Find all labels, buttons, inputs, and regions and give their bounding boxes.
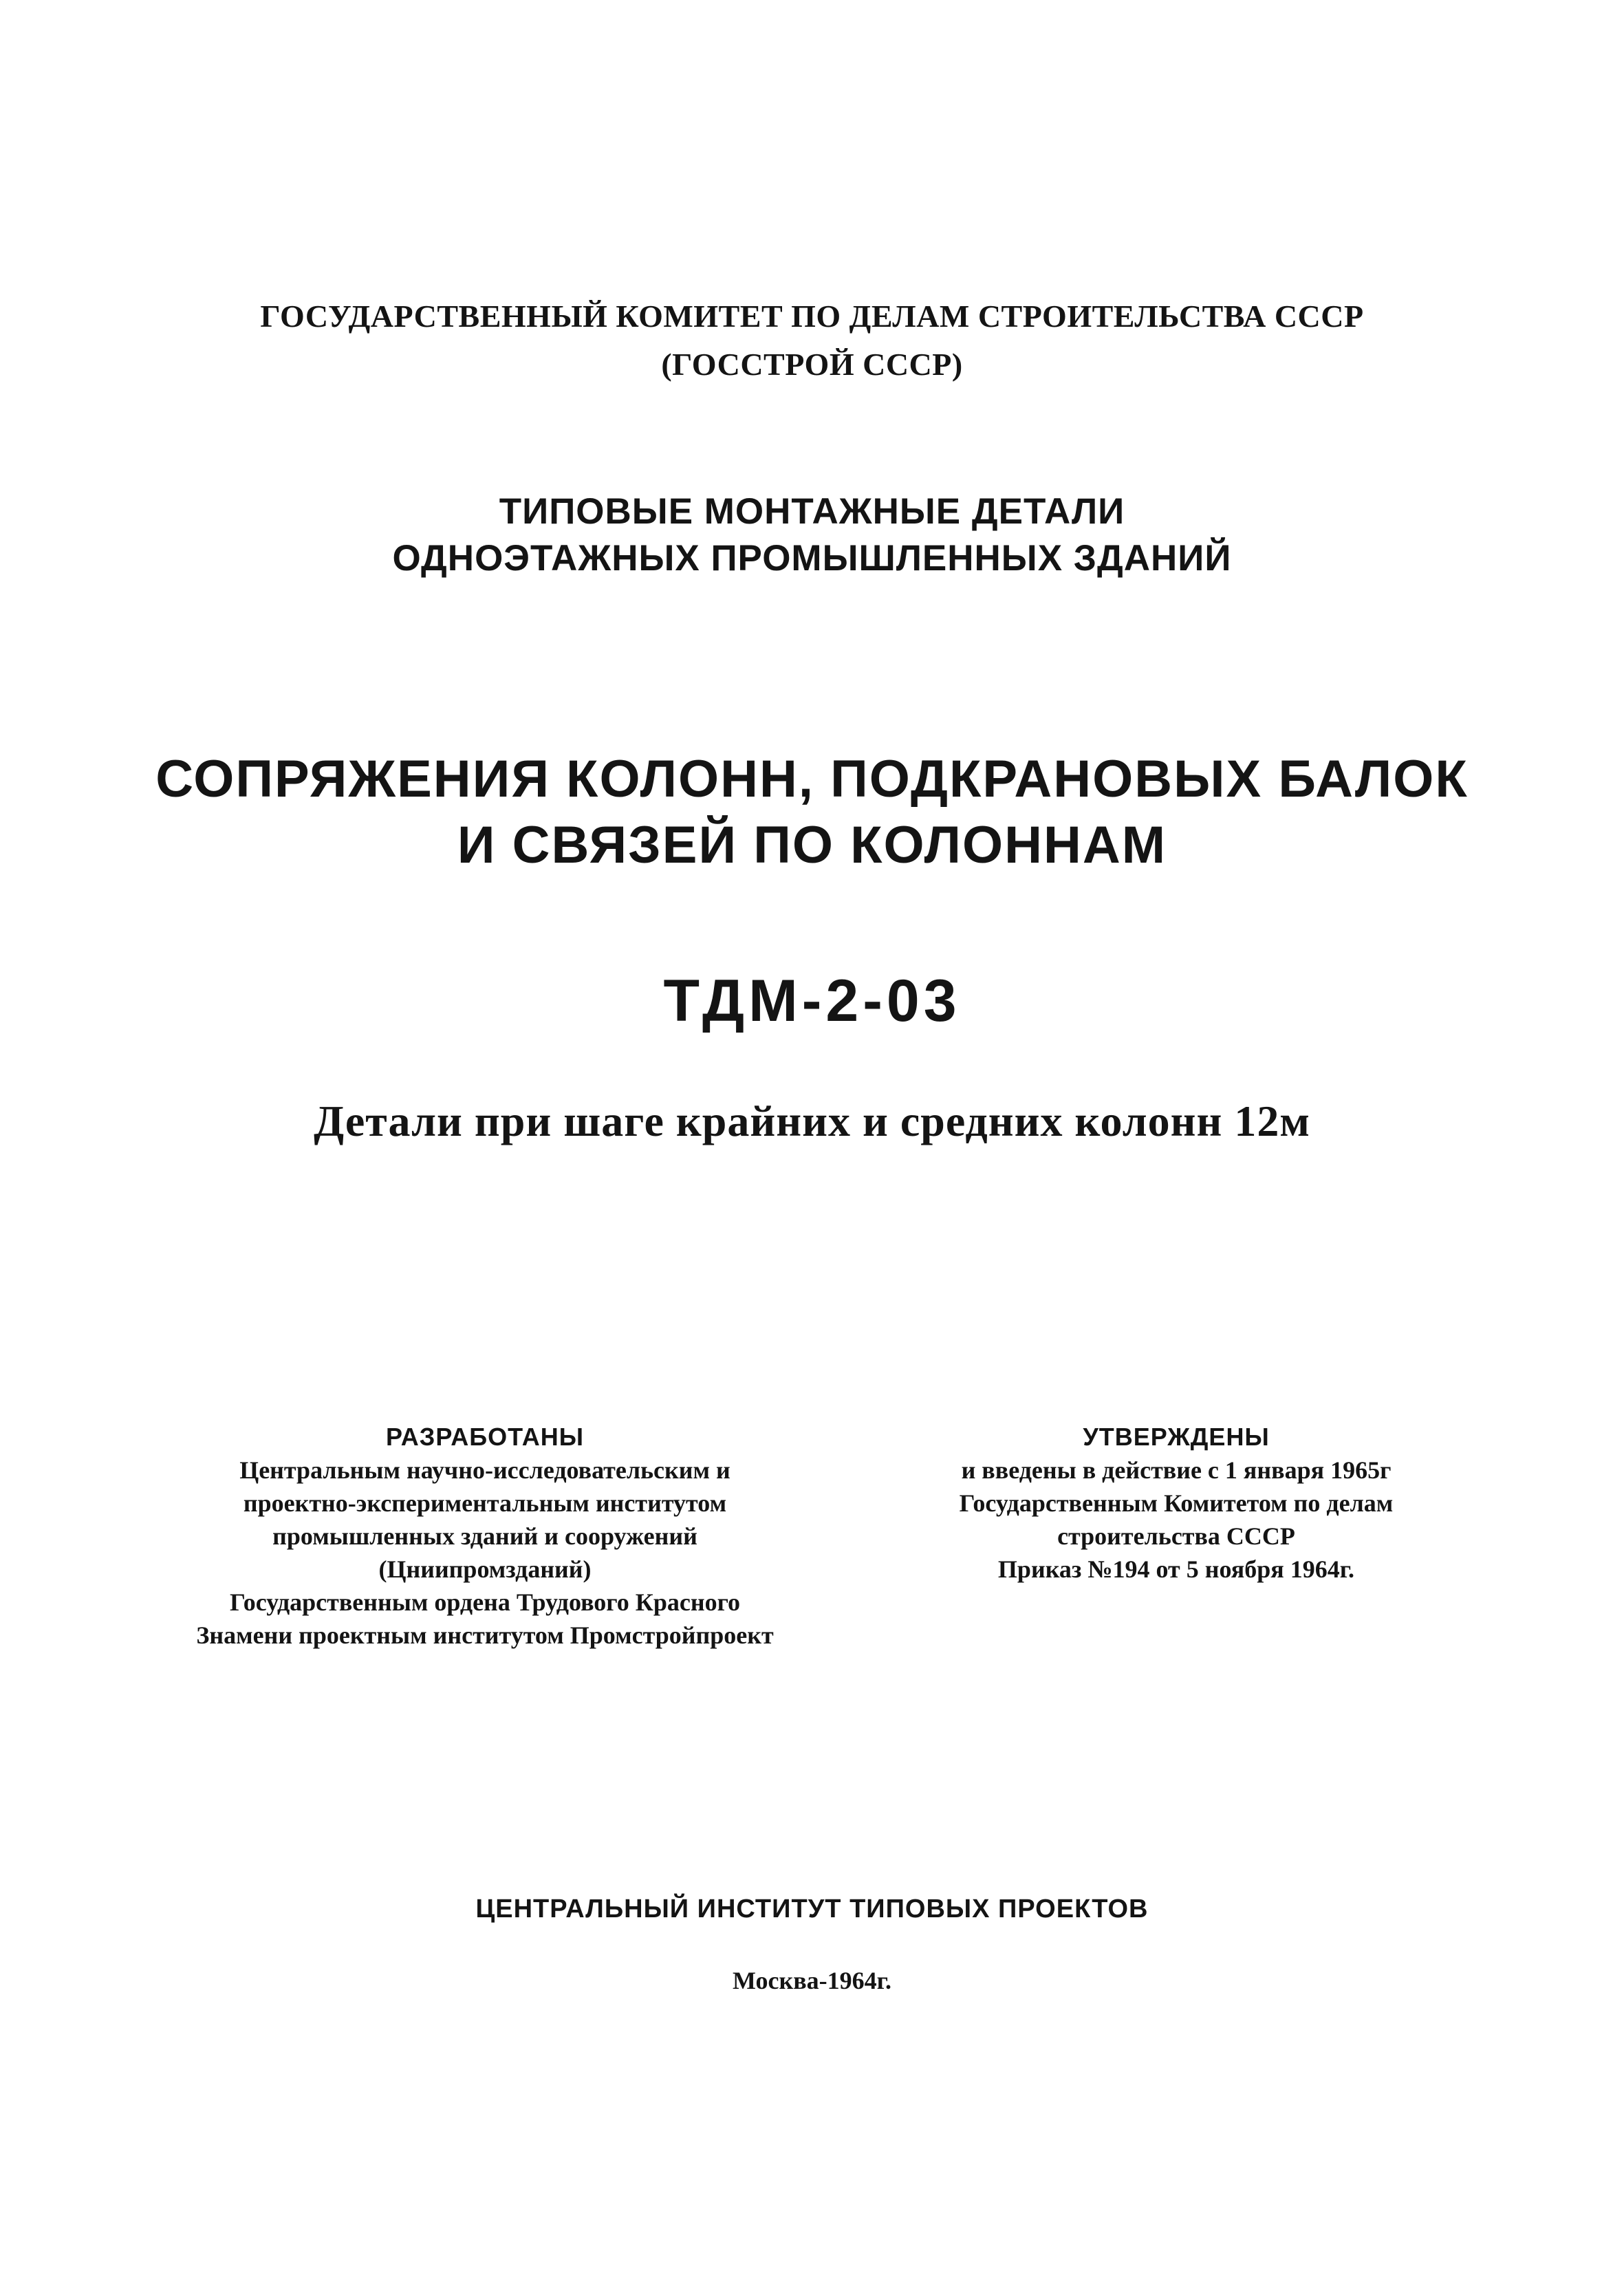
developed-by-line: (Цниипромзданий) (378, 1555, 592, 1583)
document-subtitle: Детали при шаге крайних и средних колонн 12м (314, 1097, 1310, 1145)
document-title (0, 746, 1624, 878)
developed-by-line: проектно-экспериментальным институтом (243, 1489, 727, 1517)
approved-heading: УТВЕРЖДЕНЫ (1083, 1423, 1270, 1451)
approved-line: Приказ №194 от 5 ноября 1964г. (997, 1555, 1355, 1583)
series-title (0, 488, 1624, 582)
developed-by-line: Центральным научно-исследовательским и (239, 1456, 730, 1484)
approved-line: строительства СССР (1057, 1522, 1295, 1550)
approved-line: Государственным Комитетом по делам (959, 1489, 1394, 1517)
committee-abbreviation: (ГОССТРОЙ СССР) (661, 347, 963, 382)
publication-place-year: Москва-1964г. (733, 1967, 891, 1994)
series-title-line-2: ОДНОЭТАЖНЫХ ПРОМЫШЛЕННЫХ ЗДАНИЙ (392, 538, 1232, 579)
committee-name: ГОСУДАРСТВЕННЫЙ КОМИТЕТ ПО ДЕЛАМ СТРОИТЕЛЬСТВА СССР (260, 299, 1364, 334)
series-title-line-1: ТИПОВЫЕ МОНТАЖНЫЕ ДЕТАЛИ (499, 491, 1125, 532)
developed-by-heading: РАЗРАБОТАНЫ (385, 1423, 585, 1451)
developed-by-line: Знамени проектным институтом Промстройпроект (196, 1621, 774, 1649)
document-title-line-1: СОПРЯЖЕНИЯ КОЛОНН, ПОДКРАНОВЫХ БАЛОК (155, 750, 1469, 808)
developed-by-line: промышленных зданий и сооружений (272, 1522, 697, 1550)
developed-by-line: Государственным ордена Трудового Красного (229, 1588, 741, 1616)
document-title-line-2: И СВЯЗЕЙ ПО КОЛОННАМ (457, 816, 1167, 874)
approved-line: и введены в действие с 1 января 1965г (961, 1456, 1392, 1484)
committee-header (0, 292, 1624, 389)
developed-by-block (155, 1421, 815, 1652)
publisher-name: ЦЕНТРАЛЬНЫЙ ИНСТИТУТ ТИПОВЫХ ПРОЕКТОВ (475, 1895, 1149, 1923)
approved-block (887, 1421, 1465, 1586)
document-code: ТДМ-2-03 (663, 968, 961, 1034)
